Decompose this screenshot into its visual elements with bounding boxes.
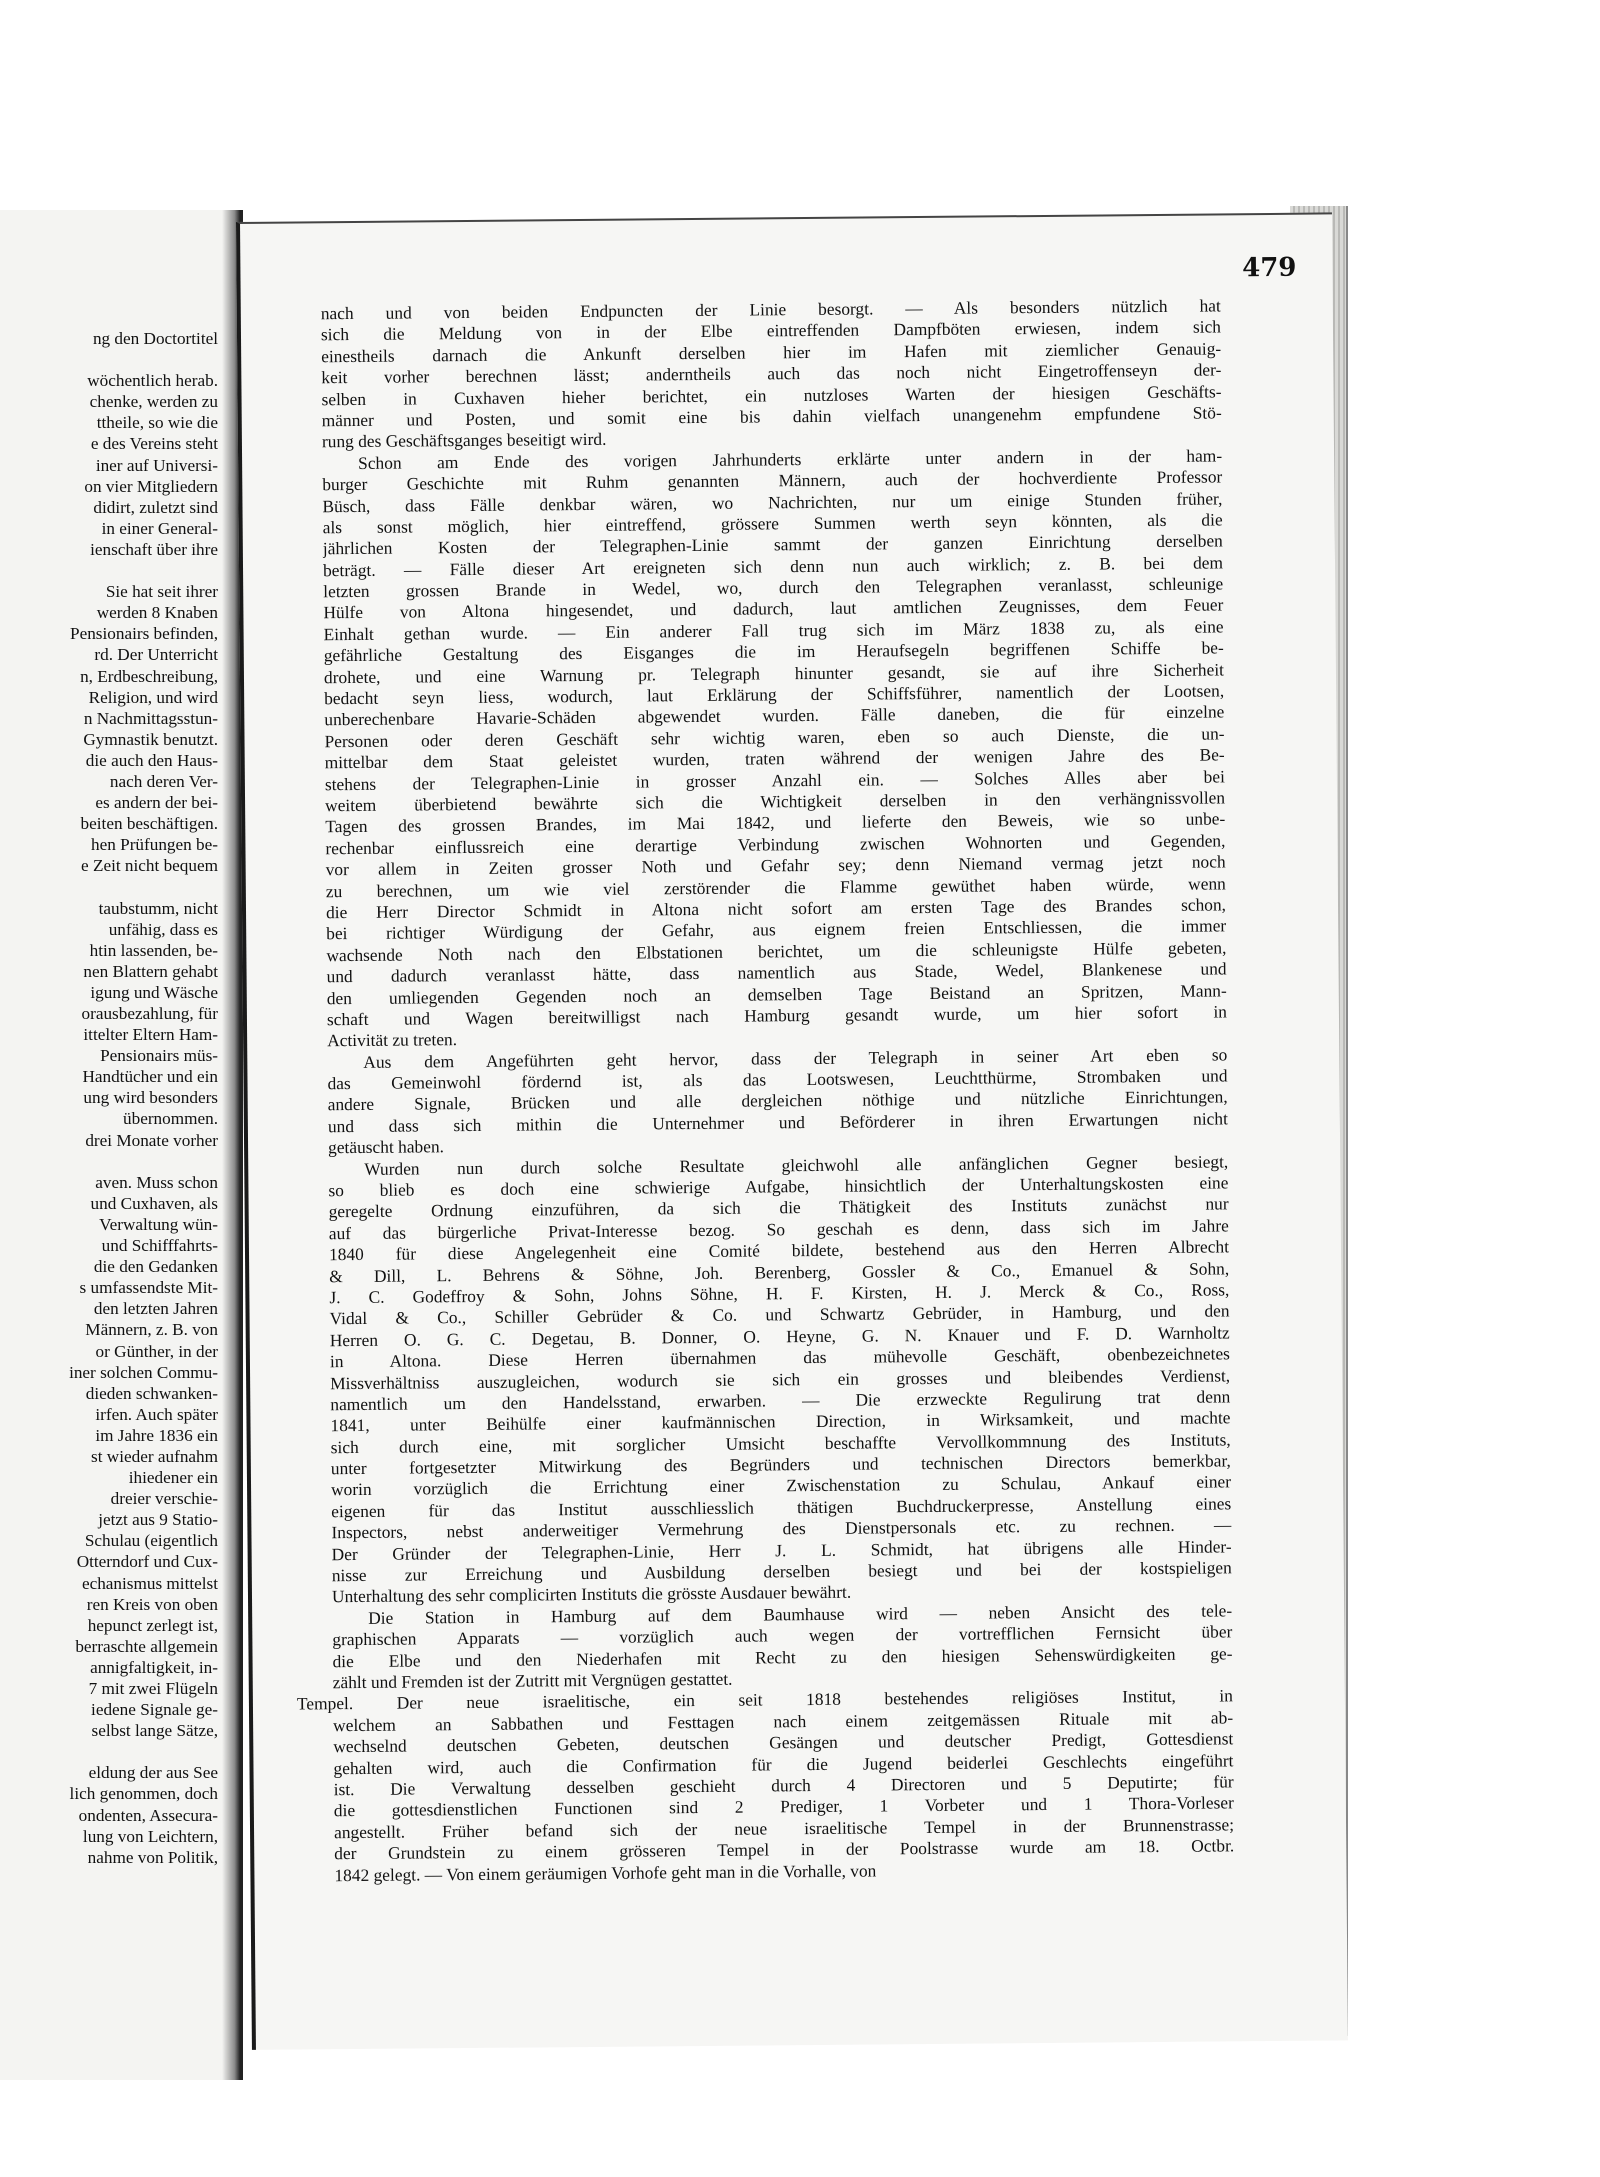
text-line: getäuscht haben.	[327, 1136, 445, 1158]
text-line: Der Gründer der Telegraphen-Linie, Herr J. L. Schmidt, hat übrigens alle Hinder-	[331, 1536, 1232, 1564]
left-page-line: 7 mit zwei Flügeln	[88, 1679, 218, 1698]
left-page-line: s umfassendste Mit-	[79, 1278, 218, 1298]
left-page-line: Schulau (eigentlich	[84, 1531, 218, 1551]
text-line: wachsende Noth nach den Elbstationen berichtet, um die schleunigste Hülfe gebeten,	[326, 937, 1227, 965]
text-line: zu berechnen, um wie viel zerstörender die Flamme gewüthet haben würde, wenn	[325, 872, 1226, 901]
text-line: beträgt. — Fälle dieser Art ereigneten sich denn nun auch wirklich; z. B. bei dem	[322, 552, 1224, 580]
left-page-line	[0, 349, 218, 370]
text-line: Inspectors, nebst anderweitiger Vermehrung des Dienstpersonals etc. zu rechnen. —	[331, 1514, 1232, 1543]
left-page-line: wöchentlich herab.	[87, 371, 218, 391]
text-line: einestheils darnach die Ankunft derselben hier im Hafen mit ziemlicher Genauig-	[321, 338, 1222, 367]
left-page-line: orausbezahlung, für	[81, 1004, 218, 1023]
text-line: nisse zur Erreichung und Ausbildung derselben besiegt und bei der kostspieligen	[331, 1557, 1232, 1586]
left-page-line: unfähig, dass es	[108, 919, 218, 939]
text-line: unberechenbare Havarie-Schäden abgewendet wurden. Fälle daneben, die für einzelne	[324, 701, 1225, 730]
text-line: Die Station in Hamburg auf dem Baumhause wird — neben Ansicht des tele-	[368, 1600, 1233, 1628]
left-page-line: ng den Doctortitel	[92, 329, 218, 348]
left-page-line: e Zeit nicht bequem	[81, 856, 218, 876]
text-line: namentlich um den Handelsstand, erwarben. — Die erzweckte Regulirung trat denn	[330, 1386, 1231, 1415]
text-line: vor allem in Zeiten grosser Noth und Gefahr sey; denn Niemand vermag jetzt noch	[325, 851, 1226, 880]
left-page-line: n, Erdbeschreibung,	[80, 666, 218, 686]
left-page-line: jetzt aus 9 Statio-	[98, 1510, 218, 1530]
text-line: 1842 gelegt. — Von einem geräumigen Vorhofe geht man in die Vorhalle, von	[334, 1859, 877, 1885]
text-line: wechselnd deutschen Gebeten, deutschen Gesängen und deutscher Predigt, Gottesdienst	[333, 1728, 1234, 1757]
text-line: Hülfe von Altona hingesendet, und dadurch, laut amtlichen Zeugnisses, dem Feuer	[323, 594, 1224, 623]
left-page-line: Pensionairs befinden,	[70, 624, 218, 644]
left-page-line: ondenten, Assecura-	[78, 1805, 218, 1825]
left-page-line: iedene Signale ge-	[91, 1700, 218, 1720]
left-page-line: hen Prüfungen be-	[91, 835, 218, 855]
text-line: männer und Posten, und somit eine bis dahin vielfach unangenehm empfundene Stö-	[321, 402, 1222, 431]
text-line: und dadurch veranlasst hätte, dass namentlich aus Stade, Wedel, Blankenese und	[326, 958, 1227, 987]
text-line: selben in Cuxhaven hieher berichtet, ein nutzloses Warten der hiesigen Geschäfts-	[321, 380, 1222, 409]
left-page-line: Verwaltung wün-	[99, 1214, 218, 1234]
text-line: die Elbe und den Niederhafen mit Recht zu den hiesigen Sehenswürdigkeiten ge-	[332, 1642, 1233, 1671]
book-gutter	[222, 210, 240, 2080]
text-line: bedacht seyn liess, wodurch, laut Erklärung der Schiffsführer, namentlich der Lootsen,	[324, 680, 1225, 709]
text-line: drohete, und eine Warnung pr. Telegraph hinunter gesandt, sie auf ihre Sicherheit	[323, 659, 1225, 687]
left-page-line: Männern, z. B. von	[85, 1320, 218, 1340]
text-line: den umliegenden Gegenden noch an demselben Tage Beistand an Spritzen, Mann-	[326, 979, 1227, 1008]
text-line: burger Geschichte mit Ruhm genannten Männern, auch der hochverdiente Professor	[322, 466, 1223, 495]
text-line: Activität zu treten.	[327, 1029, 458, 1051]
text-line: stehens der Telegraphen-Linie in grosser Anzahl ein. — Solches Alles aber bei	[324, 765, 1225, 794]
text-line: so blieb es doch eine schwierige Aufgabe, hinsichtlich der Unterhaltungskosten eine	[328, 1172, 1229, 1201]
left-page-line: Religion, und wird	[88, 687, 218, 707]
text-line: jährlichen Kosten der Telegraphen-Linie sammt der ganzen Einrichtung derselben	[322, 530, 1223, 559]
text-line: Herren O. G. C. Degetau, B. Donner, O. Heyne, G. N. Knauer und F. D. Warnholtz	[329, 1322, 1230, 1350]
text-line: Tagen des grossen Brandes, im Mai 1842, und lieferte den Beweis, wie so unbe-	[325, 808, 1226, 837]
left-page-line: ren Kreis von oben	[86, 1594, 218, 1614]
left-page-line: htin lassenden, be-	[89, 940, 218, 960]
left-page-line: lung von Leichtern,	[82, 1826, 218, 1846]
left-page-line: hepunct zerlegt ist,	[87, 1615, 218, 1635]
left-page-line: st wieder aufnahm	[91, 1446, 218, 1466]
text-line: rechenbar einflussreich eine derartige Verbindung zwischen Wohnorten und Gegenden,	[325, 830, 1226, 859]
left-page-line: übernommen.	[123, 1109, 218, 1129]
left-page-line: annigfaltigkeit, in-	[90, 1657, 218, 1677]
left-page-line: ittelter Eltern Ham-	[83, 1025, 218, 1045]
text-line: schaft und Wagen bereitwilligst nach Hamburg gesandt wurde, um hier sofort in	[326, 1001, 1228, 1030]
left-page-line: ttheile, so wie die	[96, 413, 218, 433]
left-page-line: Otterndorf und Cux-	[76, 1552, 218, 1572]
left-page-line: dieden schwanken-	[85, 1383, 218, 1403]
text-line: Einhalt gethan wurde. — Ein anderer Fall trug sich im März 1838 zu, als eine	[323, 616, 1224, 645]
text-line: worin vorzüglich die Errichtung einer Zwischenstation zu Schulau, Ankauf einer	[330, 1471, 1232, 1500]
text-line: keit vorher berechnen lässt; anderntheils auch das noch nicht Eingetroffenseyn der-	[321, 359, 1222, 388]
left-page-line: iner auf Universi-	[95, 455, 218, 475]
left-page-line: Handtücher und ein	[82, 1067, 218, 1087]
left-page-line: Pensionairs müs-	[100, 1046, 218, 1066]
text-line: unter fortgesetzter Mitwirkung des Begründers und technischen Directors bemerkbar,	[330, 1450, 1231, 1479]
left-page-line: Gymnastik benutzt.	[83, 729, 218, 749]
text-line: J. C. Godeffroy & Sohn, Johns Söhne, H. F. Kirsten, H. J. Merck & Co., Ross,	[329, 1279, 1230, 1308]
left-page-line: iner solchen Commu-	[69, 1362, 218, 1382]
left-page-line: taubstumm, nicht	[98, 898, 218, 918]
text-line: in Altona. Diese Herren übernahmen das mühevolle Geschäft, obenbezeichnetes	[329, 1343, 1230, 1372]
text-line: angestellt. Früher befand sich der neue israelitische Tempel in der Brunnenstrasse;	[333, 1814, 1235, 1842]
left-page-line: und Schifffahrts-	[101, 1236, 218, 1256]
left-page-line: chenke, werden zu	[89, 392, 218, 412]
text-line: das Gemeinwohl fördernd ist, als das Lootswesen, Leuchtthürme, Strombaken und	[327, 1065, 1228, 1094]
text-line: zählt und Fremden ist der Zutritt mit Vergnügen gestattet.	[332, 1668, 733, 1693]
text-line: rung des Geschäftsganges beseitigt wird.	[321, 429, 607, 452]
right-page	[236, 212, 1348, 2049]
left-page-line: irfen. Auch später	[95, 1404, 218, 1424]
text-line: 1841, unter Beihülfe einer kaufmännischen Direction, in Wirksamkeit, und machte	[330, 1407, 1231, 1436]
left-page-line: rd. Der Unterricht	[94, 645, 218, 665]
text-line: eigenen für das Institut ausschliesslich thätigen Buchdruckerpresse, Anstellung eines	[331, 1493, 1232, 1522]
text-line: die gottesdienstlichen Functionen sind 2 Prediger, 1 Vorbeter und 1 Thora-Vorleser	[333, 1792, 1234, 1821]
left-page-line: nen Blattern gehabt	[83, 961, 218, 981]
text-line: geregelte Ordnung einzuführen, da sich die Thätigkeit des Instituts zunächst nur	[328, 1193, 1229, 1222]
text-line: auf das bürgerliche Privat-Interesse bezog. So geschah es denn, dass sich im Jahre	[328, 1215, 1229, 1244]
left-page-line	[0, 560, 218, 581]
text-line: Personen oder deren Geschäft sehr wichtig waren, eben so auch Dienste, die un-	[324, 723, 1225, 752]
left-page-line: Sie hat seit ihrer	[105, 582, 218, 602]
left-page-line: berraschte allgemein	[75, 1636, 218, 1656]
left-page-line	[0, 876, 218, 897]
text-line: und dass sich mithin die Unternehmer und Beförderer in ihren Erwartungen nicht	[327, 1108, 1228, 1137]
text-line: Schon am Ende des vorigen Jahrhunderts erklärte unter andern in der ham-	[358, 445, 1223, 473]
left-page-line: die den Gedanken	[93, 1257, 218, 1277]
text-line: als sonst möglich, hier eintreffend, grössere Summen werth seyn könnten, als die	[322, 509, 1223, 538]
text-line: 1840 für diese Angelegenheit eine Comité bildete, bestehend aus den Herren Albrecht	[328, 1236, 1230, 1265]
left-page-line: ihiedener ein	[128, 1468, 218, 1488]
left-page-line	[0, 1151, 218, 1172]
left-page-line: beiten beschäftigen.	[80, 814, 218, 834]
text-line: gehalten wird, auch die Confirmation für die Jugend beiderlei Geschlechts eingeführt	[333, 1749, 1234, 1778]
left-page-line: aven. Muss schon	[95, 1172, 218, 1192]
left-page-line: in einer General-	[101, 518, 218, 538]
text-line: die Herr Director Schmidt in Altona nicht sofort am ersten Tage des Brandes schon,	[325, 894, 1227, 923]
left-page-line: igung und Wäsche	[90, 982, 218, 1002]
text-line: gefährliche Gestaltung des Eisganges die im Heraufsegeln begriffenen Schiffe be-	[323, 637, 1224, 666]
left-page-line: ienschaft über ihre	[90, 539, 218, 559]
left-page-line: eldung der aus See	[88, 1763, 218, 1783]
left-page-line: n Nachmittagsstun-	[83, 708, 218, 728]
text-line: weitem überbietend bewährte sich die Wichtigkeit derselben in den verhängnissvollen	[325, 787, 1226, 816]
left-page-line: es andern der bei-	[95, 793, 218, 813]
text-line: Büsch, dass Fälle denkbar wären, wo Nachrichten, nur um einige Stunden früher,	[322, 487, 1223, 516]
left-page-line: e des Vereins steht	[90, 434, 218, 454]
left-page-line: dreier verschie-	[110, 1489, 218, 1509]
left-page-line: nahme von Politik,	[87, 1847, 218, 1867]
text-line: Vidal & Co., Schiller Gebrüder & Co. und Schwartz Gebrüder, in Hamburg, und den	[329, 1300, 1230, 1329]
text-line: graphischen Apparats — vorzüglich auch wegen der vortrefflichen Fernsicht über	[332, 1621, 1233, 1650]
left-page-line: ung wird besonders	[83, 1088, 218, 1108]
left-page-line	[0, 1741, 218, 1762]
left-page-line: lich genommen, doch	[69, 1784, 218, 1804]
left-page-line: werden 8 Knaben	[96, 603, 218, 623]
left-page-line: selbst lange Sätze,	[91, 1721, 218, 1741]
text-line: der Grundstein zu einem grösseren Tempel in der Poolstrasse wurde am 18. Octbr.	[334, 1835, 1235, 1864]
text-line: mittelbar dem Staat geleistet wurden, traten während der wenigen Jahre des Be-	[324, 744, 1225, 773]
page-number: 479	[1242, 252, 1297, 284]
left-facing-page	[0, 210, 243, 2080]
left-page-line: den letzten Jahren	[93, 1299, 218, 1319]
text-line: andere Signale, Brücken und alle dergleichen nöthige und nützliche Einrichtungen,	[327, 1086, 1228, 1115]
text-line: Missverhältniss auszugleichen, wodurch sie sich ein grosses und bleibendes Verdienst,	[330, 1364, 1231, 1393]
text-line: Aus dem Angeführten geht hervor, dass der Telegraph in seiner Art eben so	[363, 1044, 1228, 1072]
left-page-line: didirt, zuletzt sind	[93, 497, 218, 517]
text-line: sich die Meldung von in der Elbe eintreffenden Dampfböten erwiesen, indem sich	[320, 316, 1222, 345]
left-page-line: on vier Mitgliedern	[84, 476, 218, 496]
text-line: Unterhaltung des sehr complicirten Instituts die grösste Ausdauer bewährt.	[331, 1582, 852, 1607]
text-line: welchem an Sabbathen und Festtagen nach einem zeitgemässen Rituale mit ab-	[333, 1707, 1234, 1735]
text-line: nach und von beiden Endpuncten der Linie besorgt. — Als besonders nützlich hat	[320, 295, 1221, 324]
text-line: bei richtiger Würdigung der Gefahr, aus eignem freien Entschliessen, die immer	[326, 915, 1227, 944]
left-page-line: or Günther, in der	[95, 1341, 218, 1361]
left-page-line: drei Monate vorher	[85, 1130, 218, 1150]
left-page-line: die auch den Haus-	[85, 750, 218, 770]
left-page-line: im Jahre 1836 ein	[95, 1425, 218, 1445]
left-page-line: und Cuxhaven, als	[90, 1193, 218, 1213]
text-line: & Dill, L. Behrens & Söhne, Joh. Berenberg, Gossler & Co., Emanuel & Sohn,	[329, 1257, 1230, 1286]
left-page-line: nach deren Ver-	[109, 771, 218, 791]
left-page-line: echanismus mittelst	[81, 1573, 218, 1593]
text-line: ist. Die Verwaltung desselben geschieht durch 4 Directoren und 5 Deputirte; für	[333, 1771, 1234, 1800]
body-text	[296, 295, 1235, 1886]
text-line: letzten grossen Brande in Wedel, wo, durch den Telegraphen veranlasst, schleunige	[323, 573, 1224, 602]
text-line: Wurden nun durch solche Resultate gleichwohl alle anfänglichen Gegner besiegt,	[364, 1151, 1229, 1179]
left-page-text	[0, 328, 218, 1868]
text-line: Tempel. Der neue israelitische, ein seit 1818 bestehendes religiöses Institut, in	[296, 1685, 1233, 1714]
text-line: sich durch eine, mit sorglicher Umsicht beschaffte Vervollkommnung des Instituts,	[330, 1429, 1231, 1457]
